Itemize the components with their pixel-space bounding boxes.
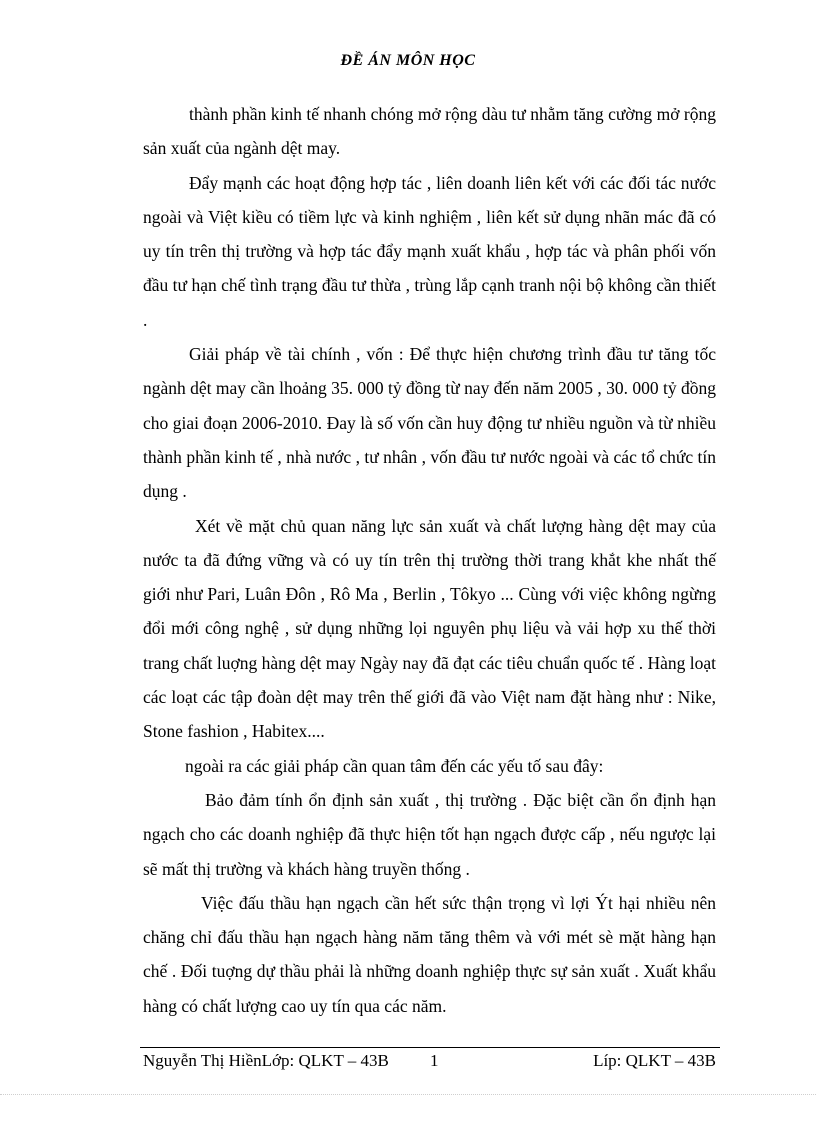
paragraph-3: Giải pháp về tài chính , vốn : Để thực hiện chương trình đầu tư tăng tốc ngành dệt may cần lhoảng 35. 000 tỷ đồng từ nay đến năm 2005 , 30. 000 tỷ đồng cho giai đoạn 2006-2010. Đay là số vốn cần huy động tư nhiều nguồn và từ nhiều thành phần kinh tế , nhà nước , tư nhân , vốn đầu tư nước ngoài và các tổ chức tín dụng .	[143, 344, 716, 502]
page-footer	[143, 1050, 716, 1072]
paragraph-6: Bảo đảm tính ổn định sản xuất , thị trường . Đặc biệt cần ổn định hạn ngạch cho các doanh nghiệp đã thực hiện tốt hạn ngạch được cấp , nếu ngược lại sẽ mất thị trường và khách hàng truyền thống .	[143, 789, 716, 879]
paragraph-1: thành phần kinh tế nhanh chóng mở rộng dàu tư nhằm tăng cường mở rộng sản xuất của ngành dệt may.	[143, 104, 716, 159]
page-bottom-border	[0, 1094, 816, 1095]
paragraph-7: Việc đấu thầu hạn ngạch cần hết sức thận trọng vì lợi Ýt hại nhiều nên chăng chỉ đấu thầu hạn ngạch hàng năm tăng thêm và với mét sè mặt hàng hạn chế . Đối tuợng dự thầu phải là những doanh nghiệp thực sự sản xuất . Xuất khẩu hàng có chất lượng cao uy tín qua các năm.	[143, 892, 716, 1016]
page-number: 1	[430, 1051, 439, 1070]
document-body	[143, 97, 716, 1023]
paragraph-4: Xét về mặt chủ quan năng lực sản xuất và chất lượng hàng dệt may của nước ta đã đứng vững và có uy tín trên thị trường thời trang khắt khe nhất thế giới như Pari, Luân Đôn , Rô Ma , Berlin , Tôkyo ... Cùng với việc không ngừng đổi mới công nghệ , sử dụng những lọi nguyên phụ liệu và vải hợp xu thế thời trang chất luợng hàng dệt may Ngày nay đã đạt các tiêu chuẩn quốc tế . Hàng loạt các loạt các tập đoàn dệt may trên thế giới đã vào Việt nam đặt hàng như : Nike, Stone fashion , Habitex....	[143, 515, 716, 742]
paragraph-2: Đẩy mạnh các hoạt động hợp tác , liên doanh liên kết với các đối tác nước ngoài và Việt kiều có tiềm lực và kinh nghiệm , liên kết sử dụng nhãn mác đã có uy tín trên thị trường và hợp tác đẩy mạnh xuất khẩu , hợp tác và phân phối vốn đầu tư hạn chế tình trạng đầu tư thừa , trùng lắp cạnh tranh nội bộ không cần thiết .	[143, 172, 716, 330]
page-header-title: ĐỀ ÁN MÔN HỌC	[340, 52, 476, 69]
footer-divider	[140, 1047, 720, 1048]
footer-class: Líp: QLKT – 43B	[593, 1051, 716, 1070]
paragraph-5: ngoài ra các giải pháp cần quan tâm đến các yếu tố sau đây:	[185, 755, 604, 776]
footer-author-class: Nguyễn Thị HiềnLớp: QLKT – 43B	[143, 1051, 389, 1070]
